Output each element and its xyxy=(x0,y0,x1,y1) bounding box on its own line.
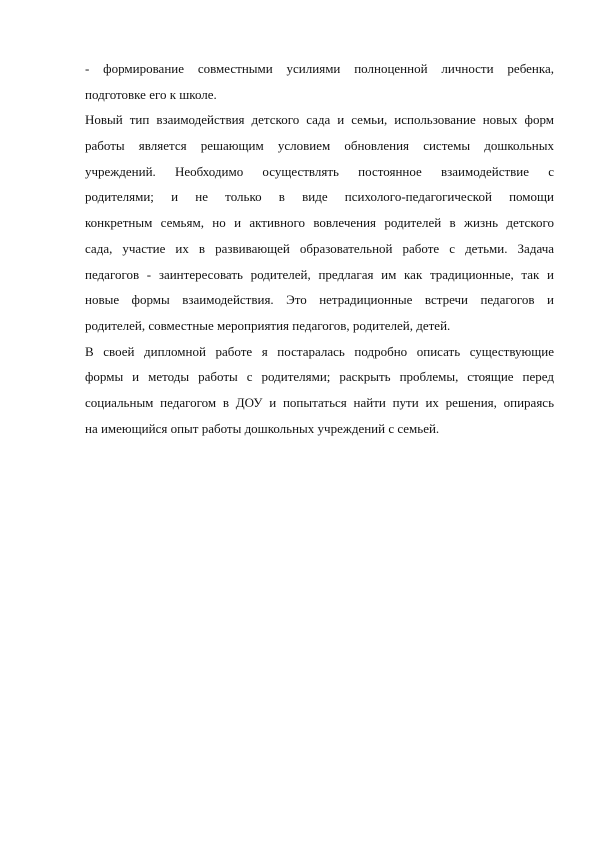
text-line: родителей, совместные мероприятия педагогов, родителей, детей. xyxy=(85,317,451,333)
text-line: Новый тип взаимодействия детского сада и семьи, использование новых форм xyxy=(85,112,554,128)
text-line: сада, участие их в развивающей образовательной работе с детьми. Задача xyxy=(85,240,554,256)
text-line: В своей дипломной работе я постаралась подробно описать существующие xyxy=(85,343,554,359)
text-line: - формирование совместными усилиями полноценной личности ребенка, xyxy=(85,61,554,76)
text-line: новые формы взаимодействия. Это нетрадиционные встречи педагогов и xyxy=(85,292,554,308)
text-line: социальным педагогом в ДОУ и попытаться найти пути их решения, опираясь xyxy=(85,394,554,410)
text-line: работы является решающим условием обновления системы дошкольных xyxy=(85,138,554,154)
text-line: конкретным семьям, но и активного вовлечения родителей в жизнь детского xyxy=(85,215,554,231)
text-line: формы и методы работы с родителями; раскрыть проблемы, стоящие перед xyxy=(85,369,554,385)
text-line: учреждений. Необходимо осуществлять постоянное взаимодействие с xyxy=(85,163,554,179)
text-line: подготовке его к школе. xyxy=(85,86,217,102)
text-line: на имеющийся опыт работы дошкольных учреждений с семьей. xyxy=(85,420,440,436)
text-line: педагогов - заинтересовать родителей, предлагая им как традиционные, так и xyxy=(85,266,554,282)
text-line: родителями; и не только в виде психолого-педагогической помощи xyxy=(85,189,554,205)
body-text xyxy=(85,56,554,441)
